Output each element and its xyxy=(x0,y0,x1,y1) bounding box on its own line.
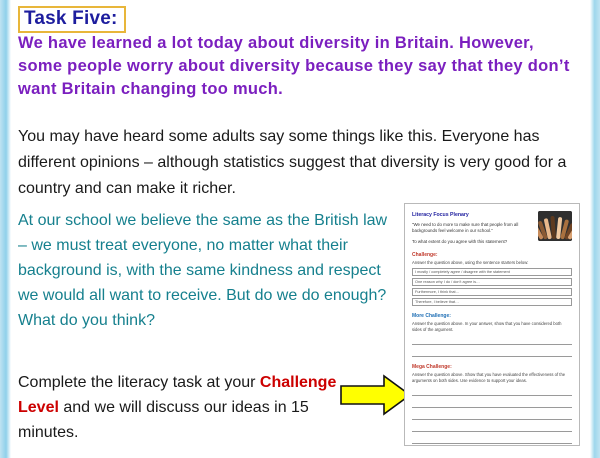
paragraph-purple: We have learned a lot today about diversity in Britain. However, some people worry about diversity because they say that they don’t want Britain changing too much. xyxy=(18,34,570,98)
worksheet-title: Literacy Focus Plenary xyxy=(412,212,469,218)
worksheet-starter-row: I mostly / completely agree / disagree with the statement xyxy=(412,268,572,276)
worksheet-challenge-line: Answer the question above, using the sentence starters below: xyxy=(412,260,529,265)
page-title-text: Task Five: xyxy=(24,8,118,29)
worksheet-challenge-heading: Challenge: xyxy=(412,252,438,258)
worksheet-answer-line xyxy=(412,411,572,420)
worksheet-quote: “We need to do more to make sure that people from all backgrounds feel welcome in our school.” xyxy=(412,222,519,233)
slide-content xyxy=(14,0,586,458)
final-text-part2: and we will discuss our ideas in 15 minutes. xyxy=(18,399,309,441)
worksheet-starter-row: One reason why I do / don’t agree is… xyxy=(412,278,572,286)
worksheet-subquestion: To what extent do you agree with this statement? xyxy=(412,239,508,244)
final-text-part1: Complete the literacy task at your xyxy=(18,374,260,391)
worksheet-mega-challenge-line: Answer the question above. Show that you have evaluated the effectiveness of the arguments on both sides. Use evidence to support your ideas. xyxy=(412,372,566,383)
worksheet-answer-line xyxy=(412,336,572,345)
worksheet-starter-row: Therefore, I believe that… xyxy=(412,298,572,306)
paragraph-black: You may have heard some adults say some things like this. Everyone has different opinions – although statistics suggest that diversity is very good for a country and can make it richer. xyxy=(18,128,567,197)
worksheet-answer-line xyxy=(412,399,572,408)
worksheet-answer-line xyxy=(412,435,572,444)
worksheet-answer-line xyxy=(412,387,572,396)
paragraph-final xyxy=(18,370,368,445)
paragraph-teal: At our school we believe the same as the British law – we must treat everyone, no matter what their background is, with the same kindness and respect we would all want to receive. But do we do enough? What do you think? xyxy=(18,212,388,329)
worksheet-more-challenge-heading: More Challenge: xyxy=(412,313,451,319)
worksheet-mega-challenge-heading: Mega Challenge: xyxy=(412,364,452,370)
worksheet-more-challenge-line: Answer the question above. In your answer, show that you have considered both sides of the argument. xyxy=(412,321,562,332)
right-decorative-stripe xyxy=(590,0,600,458)
worksheet-answer-line xyxy=(412,423,572,432)
page-title xyxy=(18,6,126,33)
left-decorative-stripe xyxy=(0,0,11,458)
challenge-level-highlight: Challenge Level xyxy=(18,374,337,416)
worksheet-thumbnail[interactable] xyxy=(404,203,580,446)
yellow-arrow-icon xyxy=(340,374,412,416)
diverse-hands-photo xyxy=(538,211,572,241)
worksheet-starter-row: Furthermore, I think that… xyxy=(412,288,572,296)
worksheet-answer-line xyxy=(412,348,572,357)
